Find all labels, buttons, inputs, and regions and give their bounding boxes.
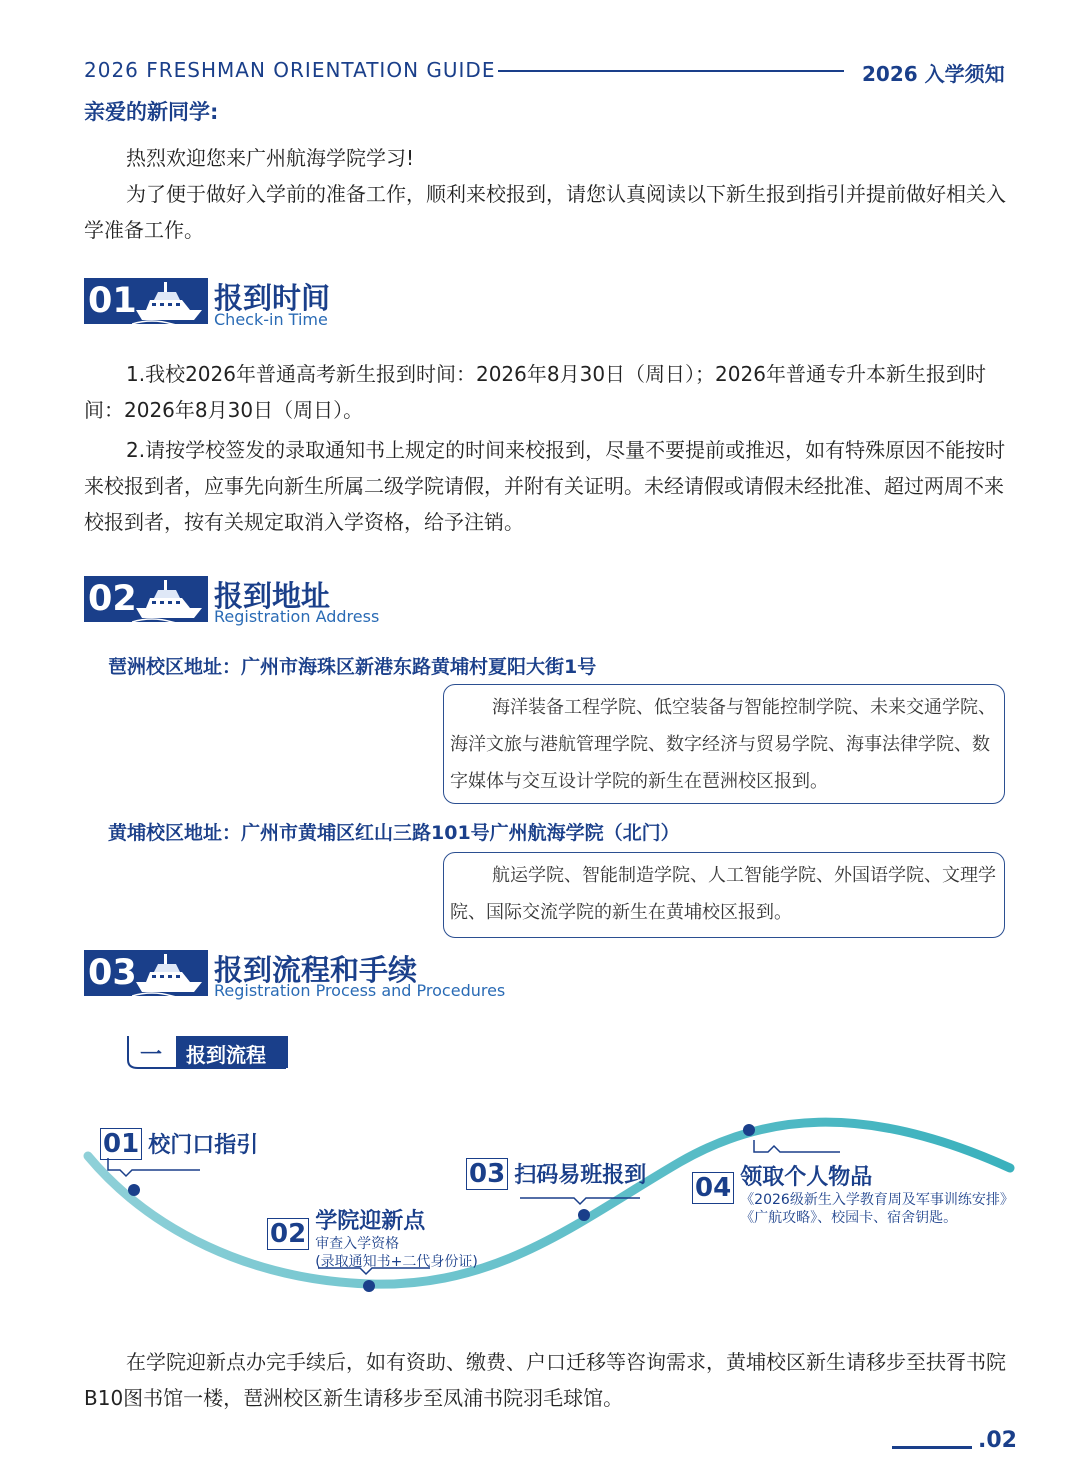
section-number: 02 bbox=[88, 579, 137, 619]
step-number: 04 bbox=[692, 1172, 734, 1204]
step-title: 学院迎新点 bbox=[315, 1209, 426, 1234]
time-paragraph-1: 1.我校2026年普通高考新生报到时间：2026年8月30日（周日）；2026年普通专升本新生报到时间：2026年8月30日（周日）。 bbox=[84, 362, 986, 422]
step-description: 审查入学资格 bbox=[315, 1236, 400, 1252]
process-subheading bbox=[126, 1034, 288, 1070]
intro-paragraph-2: 为了便于做好入学前的准备工作，顺利来校报到，请您认真阅读以下新生报到指引并提前做好相关入学准备工作。 bbox=[84, 182, 1006, 242]
step-marker-03 bbox=[578, 1209, 590, 1221]
section-badge-01 bbox=[84, 278, 208, 324]
intro-paragraph-1: 热烈欢迎您来广州航海学院学习! bbox=[126, 146, 415, 170]
process-step-01 bbox=[100, 1128, 258, 1160]
ship-icon bbox=[132, 270, 212, 326]
section-subtitle-address: Registration Address bbox=[214, 607, 380, 626]
section-subtitle-process: Registration Process and Procedures bbox=[214, 981, 506, 1000]
process-step-02 bbox=[267, 1204, 478, 1271]
step-description: (录取通知书+二代身份证) bbox=[315, 1254, 478, 1270]
time-paragraph-2: 2.请按学校签发的录取通知书上规定的时间来校报到，尽量不要提前或推迟，如有特殊原因不能按时来校报到者，应事先向新生所属二级学院请假，并附有关证明。未经请假或请假未经批准、超过两周不来校报到者，按有关规定取消入学资格，给予注销。 bbox=[84, 438, 1006, 534]
greeting: 亲爱的新同学: bbox=[84, 100, 219, 124]
step-number: 03 bbox=[466, 1158, 508, 1190]
page-number-line bbox=[892, 1446, 972, 1449]
huangpu-campus-address: 黄埔校区地址：广州市黄埔区红山三路101号广州航海学院（北门） bbox=[108, 822, 680, 844]
section-title-address: 报到地址 bbox=[214, 579, 331, 613]
section-title-checkin: 报到时间 bbox=[214, 281, 331, 315]
process-step-04 bbox=[692, 1160, 1014, 1227]
step-title: 扫码易班报到 bbox=[514, 1163, 647, 1188]
subheading-label: 报到流程 bbox=[186, 1043, 266, 1067]
step-marker-04 bbox=[743, 1124, 755, 1136]
ship-icon bbox=[132, 568, 212, 624]
step-number: 01 bbox=[100, 1128, 142, 1160]
ship-icon bbox=[132, 942, 212, 998]
section-badge-02 bbox=[84, 576, 208, 622]
section-number: 01 bbox=[88, 281, 137, 321]
section-number: 03 bbox=[88, 953, 137, 993]
subheading-number: 一 bbox=[140, 1043, 163, 1068]
step-marker-01 bbox=[128, 1184, 140, 1196]
header-divider bbox=[498, 70, 844, 72]
process-step-03 bbox=[466, 1158, 646, 1190]
step-title: 校门口指引 bbox=[148, 1133, 259, 1158]
step-number: 02 bbox=[267, 1218, 309, 1250]
closing-paragraph: 在学院迎新点办完手续后，如有资助、缴费、户口迁移等咨询需求，黄埔校区新生请移步至扶胥书院B10图书馆一楼，琶洲校区新生请移步至凤浦书院羽毛球馆。 bbox=[84, 1350, 1006, 1410]
section-subtitle-checkin: Check-in Time bbox=[214, 310, 328, 329]
pazhou-campus-address: 琶洲校区地址：广州市海珠区新港东路黄埔村夏阳大街1号 bbox=[108, 656, 597, 678]
section-badge-03 bbox=[84, 950, 208, 996]
huangpu-campus-colleges: 航运学院、智能制造学院、人工智能学院、外国语学院、文理学院、国际交流学院的新生在黄埔校区报到。 bbox=[443, 852, 1005, 938]
header-title-en: 2026 FRESHMAN ORIENTATION GUIDE bbox=[84, 58, 496, 82]
page-number: .02 bbox=[978, 1428, 1017, 1453]
step-description: 《广航攻略》、校园卡、宿舍钥匙。 bbox=[740, 1210, 958, 1226]
section-title-process: 报到流程和手续 bbox=[214, 953, 418, 987]
step-marker-02 bbox=[363, 1280, 375, 1292]
pazhou-campus-colleges: 海洋装备工程学院、低空装备与智能控制学院、未来交通学院、海洋文旅与港航管理学院、数字经济与贸易学院、海事法律学院、数字媒体与交互设计学院的新生在琶洲校区报到。 bbox=[443, 684, 1005, 804]
step-title: 领取个人物品 bbox=[740, 1165, 873, 1190]
header-title-cn: 2026 入学须知 bbox=[862, 62, 1005, 86]
step-description: 《2026级新生入学教育周及军事训练安排》 bbox=[740, 1192, 1014, 1208]
